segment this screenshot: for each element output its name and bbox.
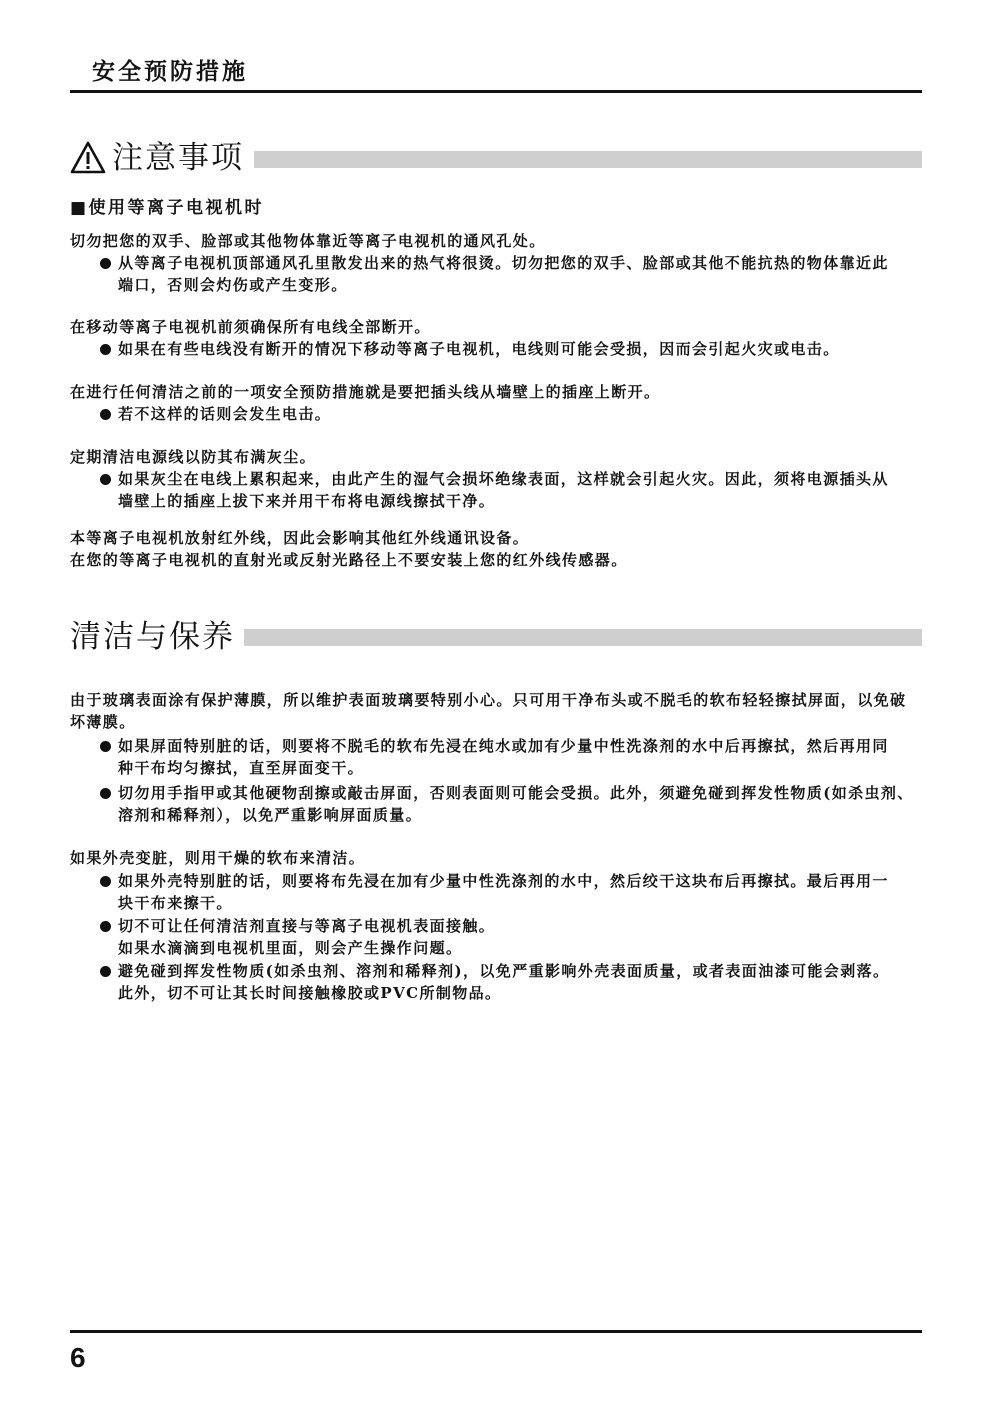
paragraph-lead [70,446,922,468]
bullet-text-line: 溶剂和稀释剂），以免严重影响屏面质量。 [118,806,423,824]
paragraph-lead [70,527,922,571]
caution-item-ventilation-holes [70,230,922,296]
bullet-icon [100,741,111,752]
bullet-text-line: 如果屏面特别脏的话，则要将不脱毛的软布先浸在纯水或加有少量中性洗涤剂的水中后再擦拭，然后再用同 [118,737,889,755]
cleaning-section-title: 清洁与保养 [70,619,235,655]
paragraph-lead [70,381,922,403]
lead-line: 由于玻璃表面涂有保护薄膜，所以维护表面玻璃要特别小心。只可用干净布头或不脱毛的软布轻轻擦拭屏面，以免破 [70,691,907,709]
caution-item-infrared-note [70,527,922,571]
bullet-text-line: 种干布均匀擦拭，直至屏面变干。 [118,759,365,777]
bullet-text-line: 此外，切不可让其长时间接触橡胶或PVC所制物品。 [118,984,502,1002]
bullet-item [70,403,922,425]
lead-line: 本等离子电视机放射红外线，因此会影响其他红外线通讯设备。 [70,529,530,547]
lead-line: 在您的等离子电视机的直射光或反射光路径上不要安装上您的红外线传感器。 [70,551,628,569]
bullet-item [70,252,922,296]
warning-triangle-icon [70,141,106,174]
cleaning-title-bar [244,629,922,646]
page-number: 6 [70,1342,86,1373]
bullet-text-line: 块干布来擦干。 [118,894,233,912]
bullet-item [70,338,922,360]
bullet-text-line: 避免碰到挥发性物质(如杀虫剂、溶剂和稀释剂)，以免严重影响外壳表面质量，或者表面油漆可能会剥落。 [118,962,890,980]
bullet-icon [100,409,111,420]
bullet-icon [100,474,111,485]
bullet-item [70,782,922,826]
bullet-icon [100,966,111,977]
bullet-icon [100,788,111,799]
lead-line: 坏薄膜。 [70,713,136,731]
lead-line: 在移动等离子电视机前须确保所有电线全部断开。 [70,318,431,336]
lead-line: 切勿把您的双手、脸部或其他物体靠近等离子电视机的通风孔处。 [70,232,546,250]
bullet-icon [100,344,111,355]
caution-title-bar [254,151,922,168]
paragraph-lead [70,230,922,252]
bullet-icon [100,876,111,887]
paragraph-lead [70,689,922,733]
bullet-text-line: 切不可让任何清洁剂直接与等离子电视机表面接触。 [118,917,496,935]
paragraph-lead [70,316,922,338]
bullet-text-line: 如果在有些电线没有断开的情况下移动等离子电视机，电线则可能会受损，因而会引起火灾或电击。 [118,340,840,358]
bullet-text-line: 如果水滴滴到电视机里面，则会产生操作问题。 [118,939,463,957]
bullet-text-line: 若不这样的话则会发生电击。 [118,405,332,423]
caution-section-title: 注意事项 [112,140,244,176]
lead-line: 在进行任何清洁之前的一项安全预防措施就是要把插头线从墙壁上的插座上断开。 [70,383,661,401]
bullet-item [70,960,922,1004]
bullet-icon [100,921,111,932]
bullet-text-line: 从等离子电视机顶部通风孔里散发出来的热气将很烫。切勿把您的双手、脸部或其他不能抗热的物体靠近此 [118,254,889,272]
lead-line: 如果外壳变脏，则用干燥的软布来清洁。 [70,849,366,867]
caution-item-disconnect-cables [70,316,922,360]
paragraph-lead [70,847,922,869]
header-rule [70,90,922,93]
bullet-item [70,870,922,914]
bullet-item [70,915,922,959]
bullet-text-line: 如果外壳特别脏的话，则要将布先浸在加有少量中性洗涤剂的水中，然后绞干这块布后再擦拭。最后再用一 [118,872,889,890]
page-header-title: 安全预防措施 [92,59,248,85]
bullet-item [70,735,922,779]
bullet-text-line: 端口，否则会灼伤或产生变形。 [118,276,348,294]
bullet-text-line: 切勿用手指甲或其他硬物刮擦或敲击屏面，否则表面则可能会受损。此外，须避免碰到挥发性物质(如杀虫剂、 [118,784,914,802]
bullet-text-line: 如果灰尘在电线上累积起来，由此产生的湿气会损坏绝缘表面，这样就会引起火灾。因此，须将电源插头从 [118,470,889,488]
caution-item-unplug-before-cleaning [70,381,922,425]
lead-line: 定期清洁电源线以防其布满灰尘。 [70,448,317,466]
bullet-icon [100,258,111,269]
bullet-text-line: 墙壁上的插座上拔下来并用干布将电源线擦拭干净。 [118,492,496,510]
caution-item-clean-power-cord [70,446,922,512]
cleaning-item-cabinet [70,847,922,1004]
footer-rule [70,1330,922,1333]
cleaning-item-screen [70,689,922,826]
caution-subheading: ■使用等离子电视机时 [70,198,265,218]
bullet-item [70,468,922,512]
